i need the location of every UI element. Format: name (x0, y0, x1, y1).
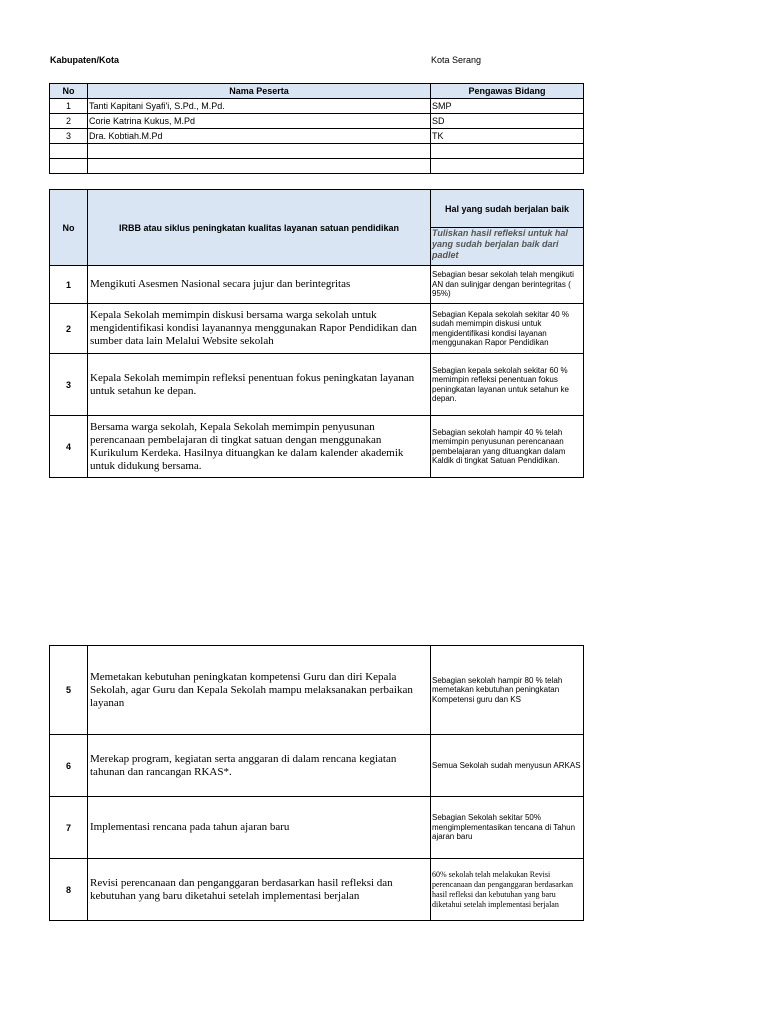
row-note: Sebagian Kepala sekolah sekitar 40 % sudah memimpin diskusi untuk mengidentifikasi kondisi layanan menggunakan Rapor Pendidikan (431, 304, 584, 354)
row-no (50, 144, 88, 159)
table-row (50, 129, 584, 144)
row-no: 8 (50, 859, 88, 921)
row-item: Merekap program, kegiatan serta anggaran di dalam rencana kegiatan tahunan dan rancangan RKAS*. (88, 735, 431, 797)
table-row (50, 735, 584, 797)
row-bidang (431, 159, 584, 174)
irbb-header-row (50, 190, 584, 228)
row-note: Sebagian kepala sekolah sekitar 60 % memimpin refleksi penentuan fokus peningkatan layanan untuk setahun ke depan. (431, 354, 584, 416)
table-row (50, 354, 584, 416)
table-row (50, 266, 584, 304)
col-header-nama: Nama Peserta (88, 84, 431, 99)
col-header-bidang: Pengawas Bidang (431, 84, 584, 99)
col-header-hal-baik: Hal yang sudah berjalan baik (431, 190, 584, 228)
row-no: 2 (50, 114, 88, 129)
row-no: 7 (50, 797, 88, 859)
irbb-table-continued (49, 645, 584, 921)
table-row (50, 99, 584, 114)
kabupaten-kota-label: Kabupaten/Kota (50, 55, 120, 65)
table-row (50, 304, 584, 354)
row-note: Sebagian besar sekolah telah mengikuti AN dan sulinjgar dengan berintegritas ( 95%) (431, 266, 584, 304)
row-no: 1 (50, 99, 88, 114)
row-no: 4 (50, 416, 88, 478)
peserta-header-row (50, 84, 584, 99)
row-no: 3 (50, 354, 88, 416)
table-row (50, 859, 584, 921)
row-bidang: SD (431, 114, 584, 129)
row-bidang (431, 144, 584, 159)
row-nama (88, 159, 431, 174)
irbb-table (49, 189, 584, 478)
row-item: Kepala Sekolah memimpin refleksi penentuan fokus peningkatan layanan untuk setahun ke depan. (88, 354, 431, 416)
row-bidang: TK (431, 129, 584, 144)
row-item: Implementasi rencana pada tahun ajaran baru (88, 797, 431, 859)
row-no (50, 159, 88, 174)
row-nama: Dra. Kobtiah.M.Pd (88, 129, 431, 144)
peserta-table (49, 83, 584, 174)
row-note: 60% sekolah telah melakukan Revisi perencanaan dan penganggaran berdasarkan hasil refleksi dan kebutuhan yang baru diketahui setelah implementasi berjalan (431, 859, 584, 921)
col-header-hint: Tuliskan hasil refleksi untuk hal yang sudah berjalan baik dari padlet (431, 228, 584, 266)
table-row (50, 114, 584, 129)
row-item: Revisi perencanaan dan penganggaran berdasarkan hasil refleksi dan kebutuhan yang baru diketahui setelah implementasi berjalan (88, 859, 431, 921)
row-no: 6 (50, 735, 88, 797)
row-nama (88, 144, 431, 159)
col-header-irbb: IRBB atau siklus peningkatan kualitas layanan satuan pendidikan (88, 190, 431, 266)
row-no: 1 (50, 266, 88, 304)
row-no: 5 (50, 646, 88, 735)
table-row (50, 144, 584, 159)
row-no: 2 (50, 304, 88, 354)
row-item: Memetakan kebutuhan peningkatan kompetensi Guru dan diri Kepala Sekolah, agar Guru dan Kepala Sekolah mampu melaksanakan perbaikan layanan (88, 646, 431, 735)
table-row (50, 646, 584, 735)
col-header-no: No (50, 84, 88, 99)
kabupaten-kota-value: Kota Serang (431, 55, 482, 65)
row-note: Sebagian sekolah hampir 40 % telah memimpin penyusunan perencanaan pembelajaran yang dituangkan dalam Kaldik di tingkat Satuan Pendidikan. (431, 416, 584, 478)
table-row (50, 416, 584, 478)
table-row (50, 797, 584, 859)
row-nama: Tanti Kapitani Syafi'i, S.Pd., M.Pd. (88, 99, 431, 114)
row-nama: Corie Katrina Kukus, M.Pd (88, 114, 431, 129)
row-item: Mengikuti Asesmen Nasional secara jujur dan berintegritas (88, 266, 431, 304)
col-header-no: No (50, 190, 88, 266)
row-no: 3 (50, 129, 88, 144)
row-bidang: SMP (431, 99, 584, 114)
row-item: Kepala Sekolah memimpin diskusi bersama warga sekolah untuk mengidentifikasi kondisi layanannya menggunakan Rapor Pendidikan dan sumber data lain Melalui Website sekolah (88, 304, 431, 354)
row-note: Semua Sekolah sudah menyusun ARKAS (431, 735, 584, 797)
table-row (50, 159, 584, 174)
row-note: Sebagian sekolah hampir 80 % telah memetakan kebutuhan peningkatan Kompetensi guru dan KS (431, 646, 584, 735)
row-item: Bersama warga sekolah, Kepala Sekolah memimpin penyusunan perencanaan pembelajaran di tingkat satuan dengan menggunakan Kurikulum Kerdeka. Hasilnya dituangkan ke dalam kalender akademik untuk didukung bersama. (88, 416, 431, 478)
row-note: Sebagian Sekolah sekitar 50% mengimplementasikan tencana di Tahun ajaran baru (431, 797, 584, 859)
